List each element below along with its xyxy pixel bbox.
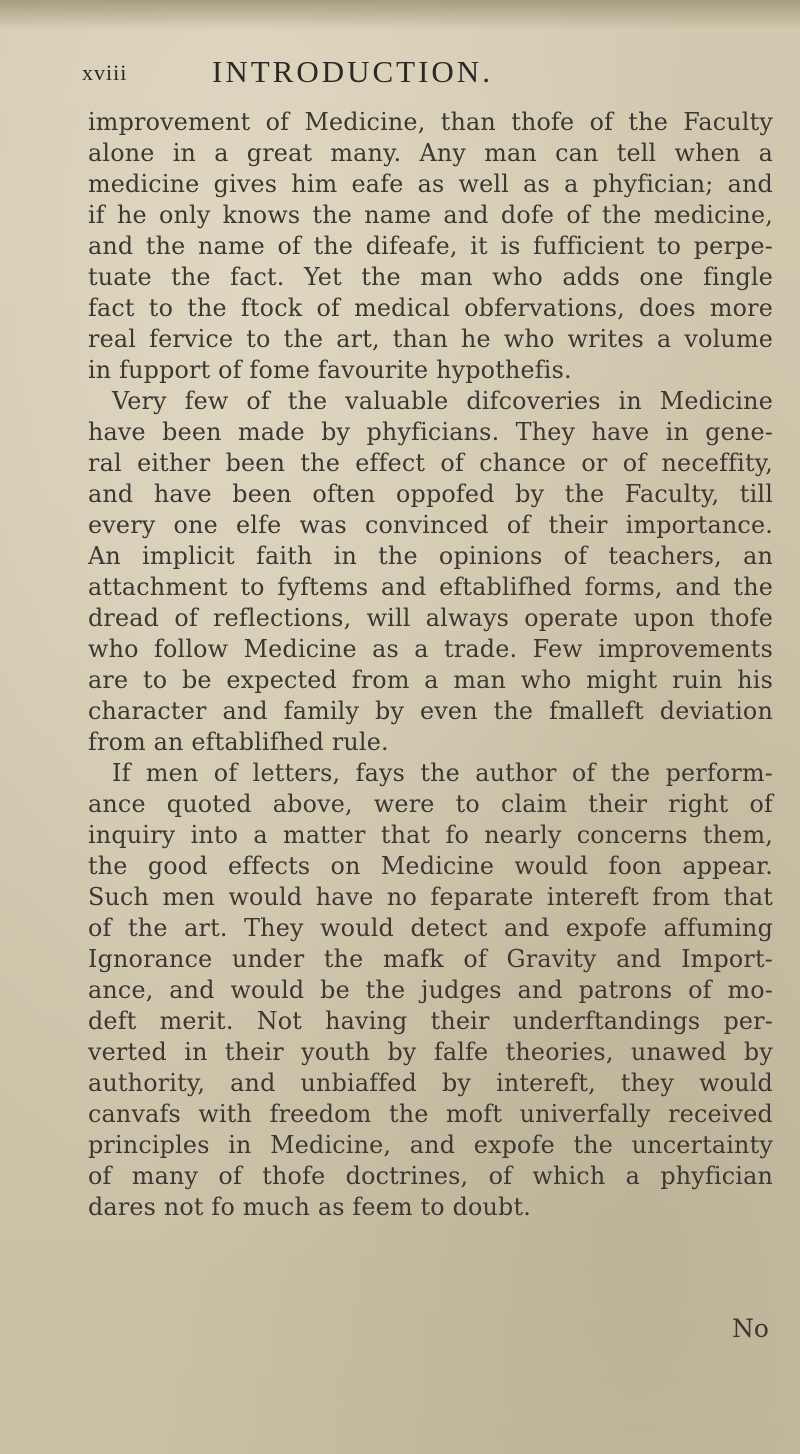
text-line: Ignorance under the mafk of Gravity and Import- bbox=[88, 945, 773, 973]
text-line: canvafs with freedom the moft univerfally received bbox=[88, 1100, 773, 1128]
text-line: verted in their youth by falfe theories, unawed by bbox=[88, 1038, 773, 1066]
page-number: xviii bbox=[82, 60, 128, 85]
text-line: every one elfe was convinced of their importance. bbox=[88, 511, 773, 539]
catchword: No bbox=[732, 1314, 769, 1343]
text-line: fact to the ftock of medical obfervations, does more bbox=[88, 294, 773, 322]
text-line: are to be expected from a man who might ruin his bbox=[88, 666, 773, 694]
text-line: If men of letters, fays the author of the perform- bbox=[112, 759, 773, 787]
text-line: An implicit faith in the opinions of teachers, an bbox=[88, 542, 773, 570]
text-line: have been made by phyficians. They have in gene- bbox=[88, 418, 773, 446]
text-line: Very few of the valuable difcoveries in Medicine bbox=[112, 387, 773, 415]
text-line: if he only knows the name and dofe of the medicine, bbox=[88, 201, 773, 229]
text-line: and have been often oppofed by the Faculty, till bbox=[88, 480, 773, 508]
text-line: attachment to fyftems and eftablifhed forms, and the bbox=[88, 573, 773, 601]
text-line: ral either been the effect of chance or of neceffity, bbox=[88, 449, 773, 477]
text-line: of the art. They would detect and expofe affuming bbox=[88, 914, 773, 942]
text-line: of many of thofe doctrines, of which a phyfician bbox=[88, 1162, 773, 1190]
text-line: and the name of the difeafe, it is fufficient to perpe- bbox=[88, 232, 773, 260]
text-line: deft merit. Not having their underftandings per- bbox=[88, 1007, 773, 1035]
text-line: dares not fo much as feem to doubt. bbox=[88, 1193, 532, 1221]
text-line: improvement of Medicine, than thofe of the Faculty bbox=[88, 108, 773, 136]
text-line: in fupport of fome favourite hypothefis. bbox=[88, 356, 572, 384]
running-title: INTRODUCTION. bbox=[212, 54, 493, 89]
text-line: inquiry into a matter that fo nearly concerns them, bbox=[88, 821, 773, 849]
text-line: alone in a great many. Any man can tell when a bbox=[88, 139, 773, 167]
text-line: principles in Medicine, and expofe the uncertainty bbox=[88, 1131, 773, 1159]
text-line: Such men would have no feparate intereft from that bbox=[88, 883, 773, 911]
text-line: tuate the fact. Yet the man who adds one fingle bbox=[88, 263, 773, 291]
body-text bbox=[88, 107, 773, 1223]
text-line: real fervice to the art, than he who writes a volume bbox=[88, 325, 773, 353]
text-line: ance quoted above, were to claim their right of bbox=[88, 790, 773, 818]
text-line: character and family by even the fmalleft deviation bbox=[88, 697, 773, 725]
page-header bbox=[0, 54, 800, 94]
text-line: from an eftablifhed rule. bbox=[88, 728, 389, 756]
page-top-edge bbox=[0, 0, 800, 30]
text-line: ance, and would be the judges and patrons of mo- bbox=[88, 976, 773, 1004]
text-line: who follow Medicine as a trade. Few improvements bbox=[88, 635, 773, 663]
text-line: the good effects on Medicine would foon appear. bbox=[88, 852, 773, 880]
text-line: dread of reflections, will always operate upon thofe bbox=[88, 604, 773, 632]
paragraph-2 bbox=[88, 386, 773, 758]
text-line: authority, and unbiaffed by intereft, they would bbox=[88, 1069, 773, 1097]
paragraph-1 bbox=[88, 107, 773, 386]
text-line: medicine gives him eafe as well as a phyfician; and bbox=[88, 170, 773, 198]
paragraph-3 bbox=[88, 758, 773, 1223]
